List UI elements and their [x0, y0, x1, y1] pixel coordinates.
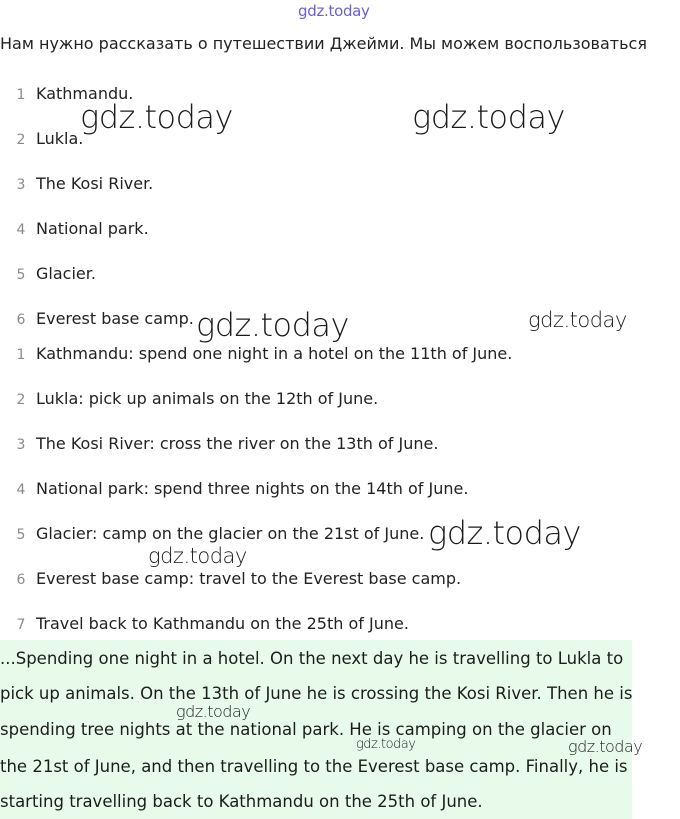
watermark: gdz.today [80, 98, 233, 136]
answer-line: starting travelling back to Kathmandu on the 25th of June. [0, 792, 483, 811]
watermark: gdz.today [196, 306, 349, 344]
list-text: Lukla. [36, 129, 84, 148]
list-number: 4 [16, 482, 26, 498]
list-number: 2 [16, 392, 26, 408]
answer-line: spending tree nights at the national park. He is camping on the glacier on [0, 720, 612, 739]
cut-off-text-line [48, 70, 368, 74]
list-number: 3 [16, 437, 26, 453]
list-number: 2 [16, 132, 26, 148]
answer-line: pick up animals. On the 13th of June he is crossing the Kosi River. Then he is [0, 684, 633, 703]
watermark: gdz.today [568, 737, 643, 756]
list-text: National park. [36, 219, 149, 238]
watermark: gdz.today [528, 308, 627, 332]
list-text: Everest base camp. [36, 309, 194, 328]
list-text: Glacier. [36, 264, 96, 283]
list-number: 7 [16, 617, 26, 633]
answer-line: ...Spending one night in a hotel. On the next day he is travelling to Lukla to [0, 649, 624, 668]
answer-block [0, 640, 632, 819]
list-text: The Kosi River. [36, 174, 154, 193]
watermark: gdz.today [148, 544, 247, 568]
list-text: National park: spend three nights on the 14th of June. [36, 479, 469, 498]
list-number: 6 [16, 572, 26, 588]
list-text: Kathmandu: spend one night in a hotel on the 11th of June. [36, 344, 513, 363]
list-number: 5 [16, 527, 26, 543]
list-text: Glacier: camp on the glacier on the 21st of June. [36, 524, 425, 543]
list-number: 5 [16, 267, 26, 283]
intro-text: Нам нужно рассказать о путешествии Джейми. Мы можем воспользоваться [0, 34, 647, 53]
list-number: 3 [16, 177, 26, 193]
list-text: Everest base camp: travel to the Everest base camp. [36, 569, 462, 588]
list-text: Travel back to Kathmandu on the 25th of June. [36, 614, 409, 633]
watermark: gdz.today [356, 737, 416, 752]
list-number: 6 [16, 312, 26, 328]
list-text: The Kosi River: cross the river on the 13th of June. [36, 434, 439, 453]
watermark: gdz.today [428, 514, 581, 552]
list-text: Lukla: pick up animals on the 12th of June. [36, 389, 379, 408]
watermark: gdz.today [176, 702, 251, 721]
list-number: 1 [16, 347, 26, 363]
answer-line: the 21st of June, and then travelling to the Everest base camp. Finally, he is [0, 757, 628, 776]
list-number: 1 [16, 87, 26, 103]
list-text: Kathmandu. [36, 84, 134, 103]
list-number: 4 [16, 222, 26, 238]
site-logo[interactable]: gdz.today [298, 2, 370, 20]
watermark: gdz.today [412, 98, 565, 136]
